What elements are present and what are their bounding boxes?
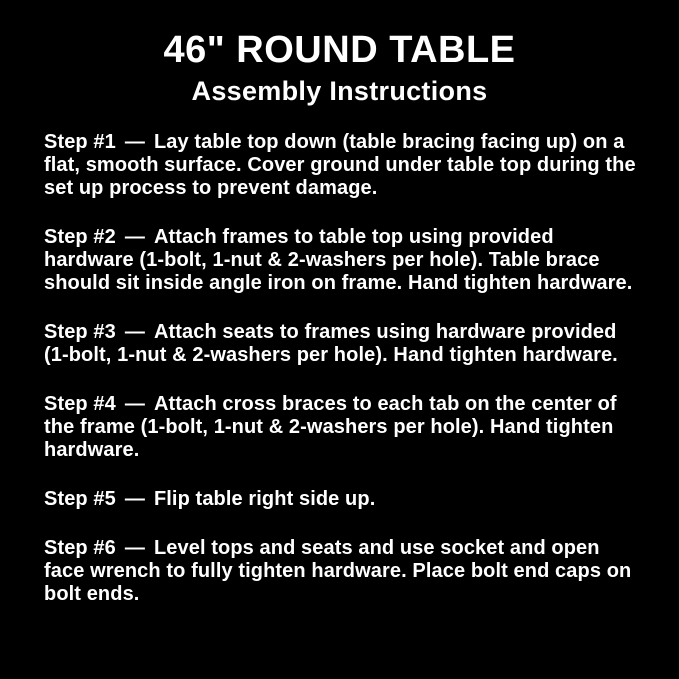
em-dash: — <box>124 130 145 153</box>
em-dash: — <box>124 392 145 415</box>
step-text: Lay table top down (table bracing facing up) on a flat, smooth surface. Cover ground under table top during the set up process to prevent damage. <box>44 130 636 199</box>
step-item-3 <box>44 321 641 367</box>
step-label: Step #3 <box>44 320 116 343</box>
step-text: Attach seats to frames using hardware provided (1-bolt, 1-nut & 2-washers per hole). Hand tighten hardware. <box>44 320 618 366</box>
step-text: Attach frames to table top using provided hardware (1-bolt, 1-nut & 2-washers per hole). Table brace should sit inside angle iron on frame. Hand tighten hardware. <box>44 225 633 294</box>
step-label: Step #1 <box>44 130 116 153</box>
step-item-4 <box>44 393 641 462</box>
em-dash: — <box>124 320 145 343</box>
step-label: Step #2 <box>44 225 116 248</box>
step-label: Step #6 <box>44 536 116 559</box>
step-label: Step #4 <box>44 392 116 415</box>
steps-list <box>44 131 641 606</box>
step-label: Step #5 <box>44 487 116 510</box>
em-dash: — <box>124 225 145 248</box>
step-text: Flip table right side up. <box>153 487 376 510</box>
em-dash: — <box>124 487 145 510</box>
step-item-5 <box>44 488 641 511</box>
page-title: 46" ROUND TABLE <box>163 29 516 71</box>
step-item-1 <box>44 131 641 200</box>
header <box>38 30 641 107</box>
em-dash: — <box>124 536 145 559</box>
step-item-2 <box>44 226 641 295</box>
page-subtitle: Assembly Instructions <box>191 75 488 106</box>
step-text: Level tops and seats and use socket and open face wrench to fully tighten hardware. Place bolt end caps on bolt ends. <box>44 536 632 605</box>
step-text: Attach cross braces to each tab on the center of the frame (1-bolt, 1-nut & 2-washers per hole). Hand tighten hardware. <box>44 392 617 461</box>
step-item-6 <box>44 537 641 606</box>
